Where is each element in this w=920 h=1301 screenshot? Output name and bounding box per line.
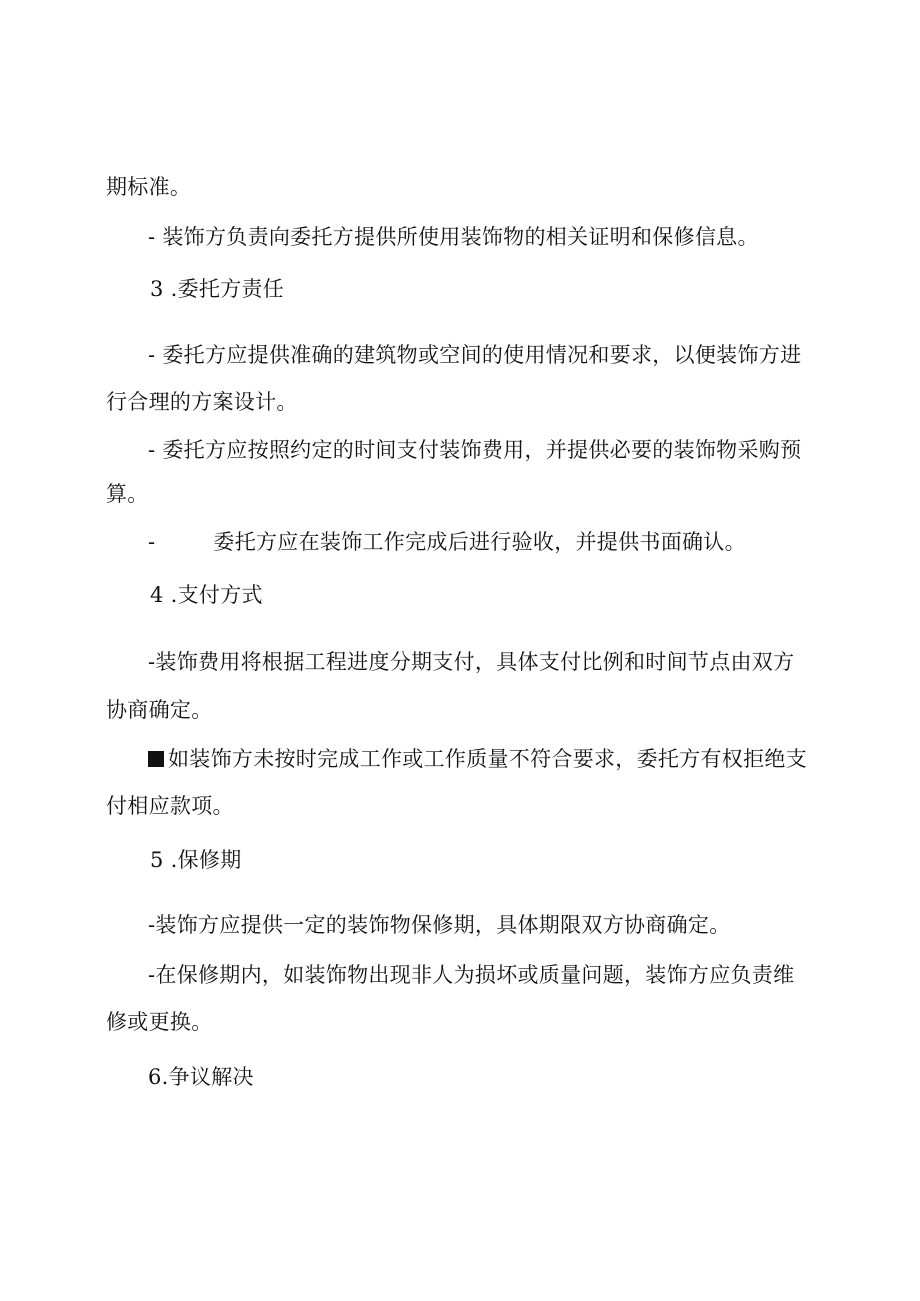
text: 协商确定。	[106, 698, 213, 722]
heading-text: 3 .委托方责任	[150, 277, 285, 301]
paragraph-line	[0, 647, 920, 677]
black-square-bullet-icon	[148, 751, 164, 767]
paragraph-line	[0, 791, 920, 821]
text: 期标准。	[106, 175, 192, 199]
paragraph-line	[0, 744, 920, 774]
paragraph-line	[0, 340, 920, 370]
text: -装饰方应提供一定的装饰物保修期，具体期限双方协商确定。	[148, 913, 731, 937]
paragraph-line	[0, 960, 920, 990]
heading-text: 6.争议解决	[148, 1065, 254, 1089]
paragraph-line	[0, 527, 920, 557]
text: - 委托方应提供准确的建筑物或空间的使用情况和要求，以便装饰方进	[148, 343, 802, 367]
text: 付相应款项。	[106, 794, 234, 818]
text: 修或更换。	[106, 1010, 213, 1034]
dash: -	[148, 530, 156, 554]
section-heading-3	[0, 274, 920, 304]
text: 委托方应在装饰工作完成后进行验收，并提供书面确认。	[213, 530, 746, 554]
text: 如装饰方未按时完成工作或工作质量不符合要求，委托方有权拒绝支	[168, 747, 807, 771]
paragraph-line	[0, 435, 920, 465]
section-heading-4	[0, 580, 920, 610]
heading-text: 5 .保修期	[150, 848, 242, 872]
text: -装饰费用将根据工程进度分期支付，具体支付比例和时间节点由双方	[148, 650, 795, 674]
section-heading-5	[0, 845, 920, 875]
text: 算。	[106, 482, 149, 506]
paragraph-line	[0, 172, 920, 202]
paragraph-line	[0, 1007, 920, 1037]
heading-text: 4 .支付方式	[150, 583, 263, 607]
paragraph-line	[0, 387, 920, 417]
section-heading-6	[0, 1062, 920, 1092]
paragraph-line	[0, 695, 920, 725]
paragraph-line	[0, 910, 920, 940]
text: -在保修期内，如装饰物出现非人为损坏或质量问题，装饰方应负责维	[148, 963, 795, 987]
paragraph-line	[0, 479, 920, 509]
paragraph-line	[0, 222, 920, 252]
text: - 装饰方负责向委托方提供所使用装饰物的相关证明和保修信息。	[148, 225, 759, 249]
text: - 委托方应按照约定的时间支付装饰费用，并提供必要的装饰物采购预	[148, 438, 802, 462]
text: 行合理的方案设计。	[106, 390, 298, 414]
